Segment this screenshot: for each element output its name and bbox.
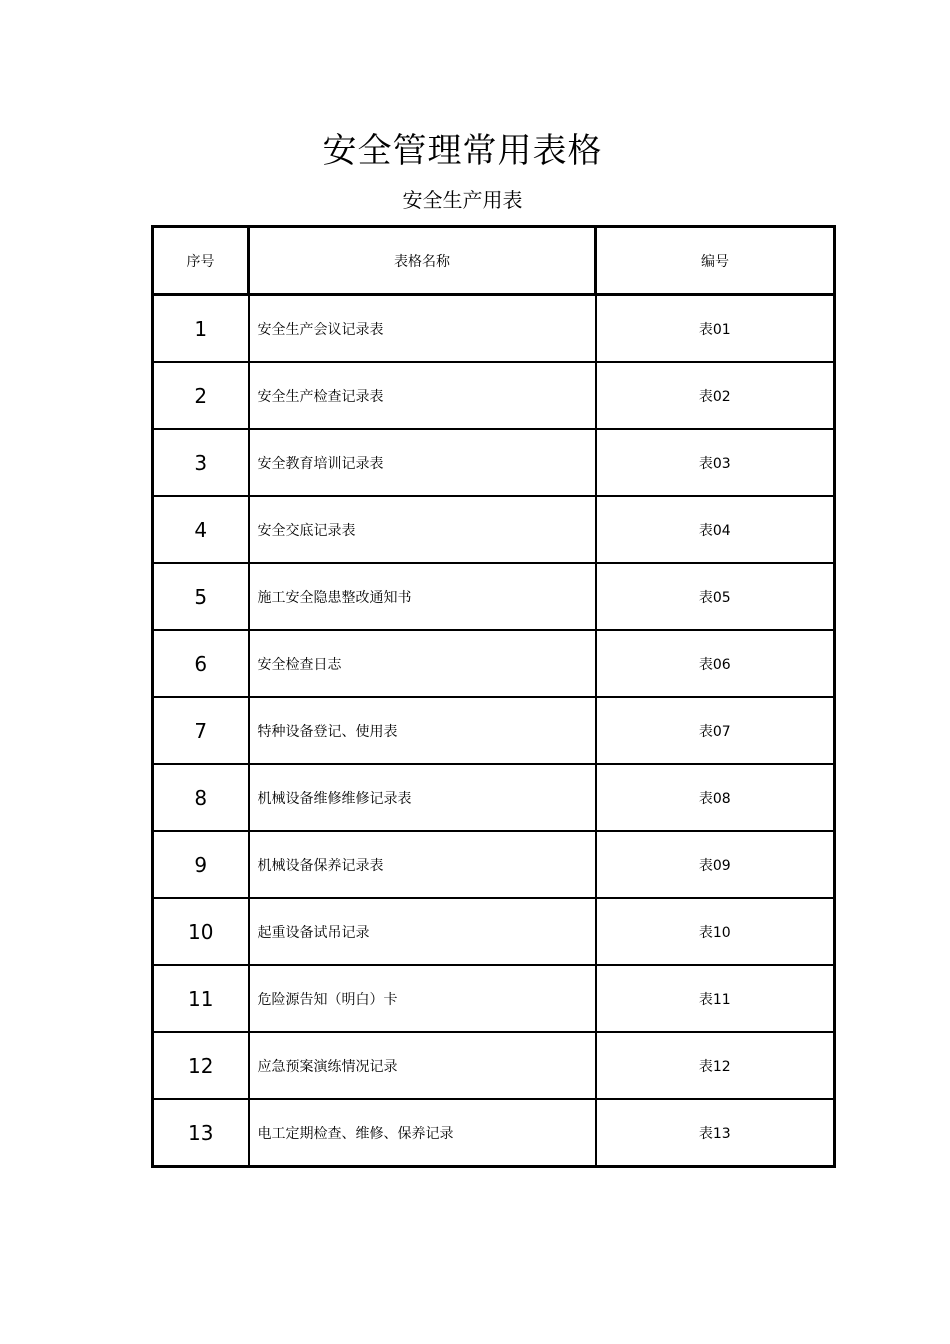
- document-subtitle: 安全生产用表: [402, 188, 523, 212]
- table-row: [153, 764, 835, 831]
- row-name: 机械设备保养记录表: [249, 831, 596, 898]
- row-code: 表09: [596, 831, 835, 898]
- row-name: 安全生产检查记录表: [249, 362, 596, 429]
- table-row: [153, 295, 835, 363]
- row-seq: 7: [153, 697, 249, 764]
- row-name: 安全检查日志: [249, 630, 596, 697]
- row-code: 表02: [596, 362, 835, 429]
- row-name: 危险源告知（明白）卡: [249, 965, 596, 1032]
- table-row: [153, 362, 835, 429]
- row-code: 表06: [596, 630, 835, 697]
- row-code: 表01: [596, 295, 835, 363]
- table-row: [153, 898, 835, 965]
- row-name: 起重设备试吊记录: [249, 898, 596, 965]
- row-code: 表08: [596, 764, 835, 831]
- row-seq: 8: [153, 764, 249, 831]
- row-seq: 11: [153, 965, 249, 1032]
- row-code: 表07: [596, 697, 835, 764]
- table-row: [153, 965, 835, 1032]
- row-seq: 2: [153, 362, 249, 429]
- row-code: 表12: [596, 1032, 835, 1099]
- row-code: 表11: [596, 965, 835, 1032]
- header-code: 编号: [596, 227, 835, 295]
- row-name: 安全教育培训记录表: [249, 429, 596, 496]
- row-seq: 10: [153, 898, 249, 965]
- row-code: 表04: [596, 496, 835, 563]
- document-title: 安全管理常用表格: [322, 131, 603, 171]
- table-row: [153, 831, 835, 898]
- table-row: [153, 1032, 835, 1099]
- row-name: 安全生产会议记录表: [249, 295, 596, 363]
- row-name: 施工安全隐患整改通知书: [249, 563, 596, 630]
- row-name: 特种设备登记、使用表: [249, 697, 596, 764]
- table-row: [153, 563, 835, 630]
- table-row: [153, 630, 835, 697]
- header-name: 表格名称: [249, 227, 596, 295]
- row-code: 表05: [596, 563, 835, 630]
- table-row: [153, 1099, 835, 1167]
- table-header-row: [153, 227, 835, 295]
- row-seq: 9: [153, 831, 249, 898]
- row-name: 应急预案演练情况记录: [249, 1032, 596, 1099]
- row-code: 表03: [596, 429, 835, 496]
- table-row: [153, 496, 835, 563]
- row-name: 机械设备维修维修记录表: [249, 764, 596, 831]
- header-seq: 序号: [153, 227, 249, 295]
- row-code: 表10: [596, 898, 835, 965]
- row-seq: 6: [153, 630, 249, 697]
- row-seq: 3: [153, 429, 249, 496]
- row-name: 安全交底记录表: [249, 496, 596, 563]
- row-seq: 1: [153, 295, 249, 363]
- table-row: [153, 697, 835, 764]
- row-seq: 5: [153, 563, 249, 630]
- table-row: [153, 429, 835, 496]
- row-seq: 13: [153, 1099, 249, 1167]
- forms-table: [151, 225, 836, 1168]
- row-name: 电工定期检查、维修、保养记录: [249, 1099, 596, 1167]
- row-seq: 12: [153, 1032, 249, 1099]
- row-seq: 4: [153, 496, 249, 563]
- row-code: 表13: [596, 1099, 835, 1167]
